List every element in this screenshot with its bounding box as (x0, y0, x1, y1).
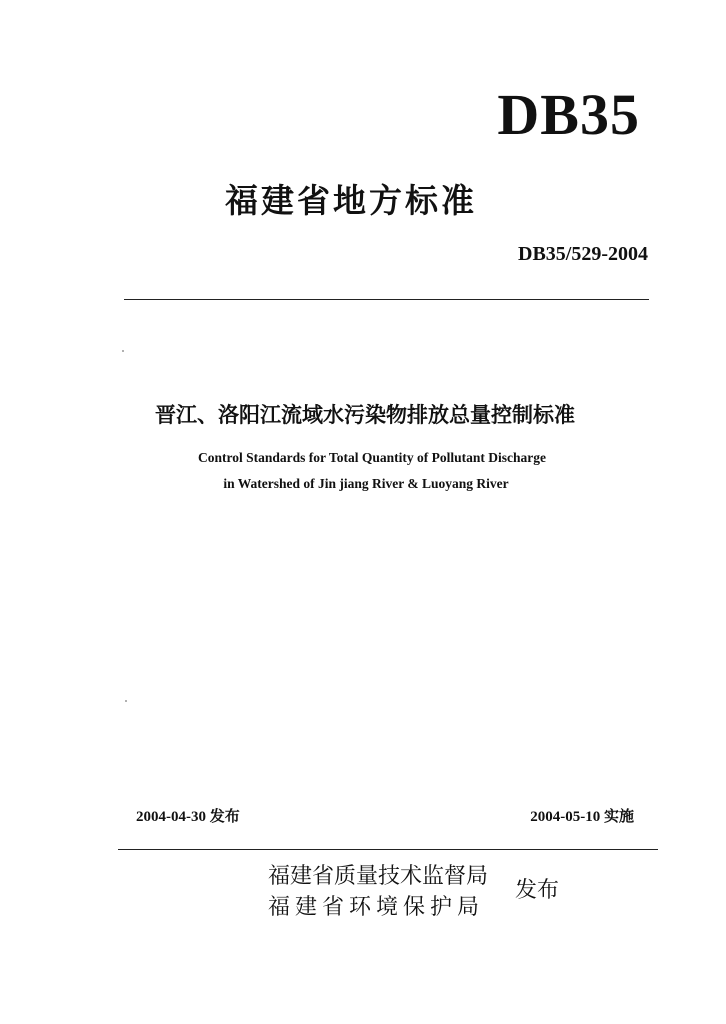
issuer-environment-bureau: 福建省环境保护局 (268, 895, 485, 920)
top-divider (124, 299, 649, 300)
bottom-divider (118, 849, 658, 850)
scan-speck (122, 350, 124, 352)
standard-number: DB35/529-2004 (518, 243, 648, 265)
title-chinese: 晋江、洛阳江流域水污染物排放总量控制标准 (155, 402, 575, 427)
issuer-quality-bureau: 福建省质量技术监督局 (268, 864, 489, 889)
issue-date: 2004-04-30 发布 (136, 809, 240, 825)
issue-action: 发布 (515, 878, 560, 903)
standard-type-heading: 福建省地方标准 (225, 181, 477, 220)
issuing-agencies (268, 866, 488, 919)
title-english-line-2: in Watershed of Jin jiang River & Luoyang River (223, 476, 509, 491)
scan-speck (125, 700, 127, 702)
title-english-line-1: Control Standards for Total Quantity of Pollutant Discharge (198, 450, 546, 465)
implementation-date: 2004-05-10 实施 (530, 809, 634, 825)
standard-code: DB35 (497, 82, 640, 147)
